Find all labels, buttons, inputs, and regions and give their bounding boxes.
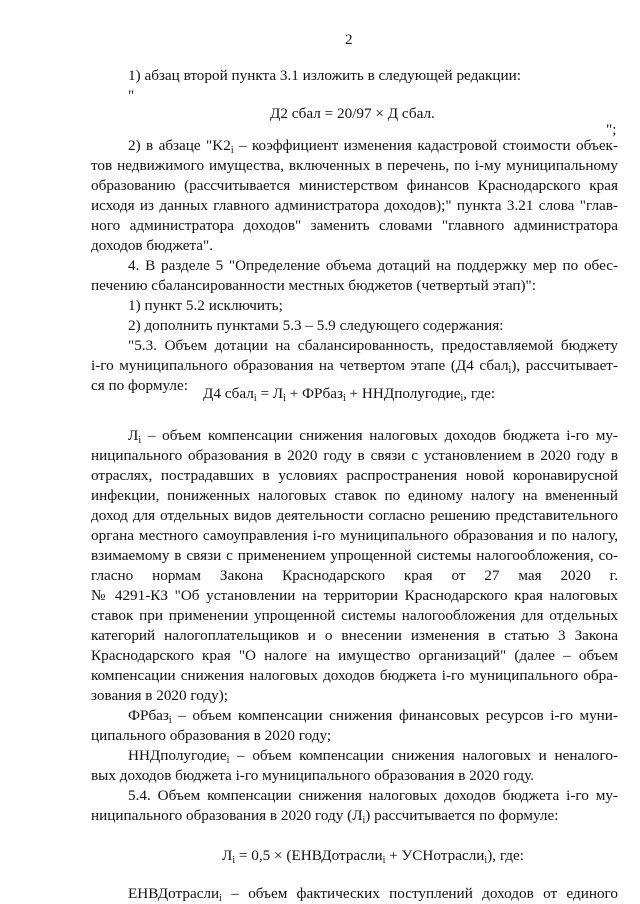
text-line: ся по формуле: — [91, 377, 188, 394]
text-line: ципального образования в 2020 году; — [91, 727, 332, 744]
text-line: "; — [606, 121, 617, 138]
text-line: 5.4. Объем компенсации снижения налоговых доходов бюджета i-го му- — [128, 787, 618, 804]
text-line: 2) в абзаце "$K2_i$ – коэффициент изменения кадастровой стоимости объек- — [128, 137, 618, 156]
text-line: тов недвижимого имущества, включенных в перечень, по i-му муниципальному — [91, 157, 618, 174]
text-line: 4. В разделе 5 "Определение объема дотаций на поддержку мер по обес- — [128, 257, 618, 274]
text-line: доход для отдельных видов деятельности согласно решению представительного — [91, 507, 618, 524]
text-line: "5.3. Объем дотации на сбалансированность, предоставляемой бюджету — [128, 337, 618, 354]
text-line: ниципального образования в 2020 году $(Л_i)$ рассчитывается по формуле: — [91, 807, 559, 826]
text-line: доходов бюджета". — [91, 237, 214, 254]
text-line: 1) абзац второй пункта 3.1 изложить в следующей редакции: — [128, 67, 522, 84]
text-line: взимаемому в связи с применением упрощенной системы налогообложения, со- — [91, 547, 618, 564]
text-line: ФРбаз$_i$ – объем компенсации снижения финансовых ресурсов i-го муни- — [128, 707, 618, 726]
text-line: исходя из данных главного администратора доходов);" пункта 3.21 слова "глав- — [91, 197, 618, 214]
text-line: инфекции, пониженных налоговых ставок по единому налогу на вмененный — [91, 487, 618, 504]
text-line: ниципального образования в 2020 году в связи с установлением в 2020 году в — [91, 447, 618, 464]
text-line: образованию (рассчитывается министерством финансов Краснодарского края — [91, 177, 618, 194]
formula-line: Д2 сбал = 20/97 × Д сбал. — [270, 105, 435, 122]
text-line: печению сбалансированности местных бюджетов (четвертый этап)": — [91, 277, 536, 294]
text-line: 1) пункт 5.2 исключить; — [128, 297, 283, 314]
text-line: ного администратора доходов" заменить словами "главного администратора — [91, 217, 618, 234]
formula-line: Д4 сбал$_i$ = $Л_i$ + ФРбаз$_i$ + ННДполугодие$_i$, где: — [203, 385, 496, 404]
text-line: i-го муниципального образования на четвертом этапе (Д4 сбал$_i$), рассчитывает- — [91, 357, 618, 376]
text-line: Краснодарского края "О налоге на имущество организаций" (далее – объем — [91, 647, 618, 664]
text-line: $Л_i$ – объем компенсации снижения налоговых доходов бюджета i-го му- — [128, 427, 618, 446]
text-line: гласно нормам Закона Краснодарского края от 27 мая 2020 г. — [91, 567, 618, 584]
formula-line: $Л_i = 0,5$ × (ЕНВДотрасли$_i$ + УСНотрасли$_i$), где: — [222, 847, 524, 866]
text-line: ЕНВДотрасли$_i$ – объем фактических поступлений доходов от единого — [128, 885, 618, 904]
page-number: 2 — [345, 31, 353, 48]
text-line: органа местного самоуправления i-го муниципального образования и по налогу, — [91, 527, 618, 544]
text-line: отраслях, пострадавших в условиях распространения новой коронавирусной — [91, 467, 618, 484]
text-line: вых доходов бюджета i-го муниципального образования в 2020 году. — [91, 767, 534, 784]
text-line: № 4291-КЗ "Об установлении на территории Краснодарского края налоговых — [91, 587, 618, 604]
text-line: компенсации снижения налоговых доходов бюджета i-го муниципального обра- — [91, 667, 618, 684]
text-line: категорий налогоплательщиков и о внесении изменения в статью 3 Закона — [91, 627, 618, 644]
text-line: ННДполугодие$_i$ – объем компенсации снижения налоговых и неналого- — [128, 747, 618, 766]
text-line: " — [128, 87, 135, 104]
text-line: зования в 2020 году); — [91, 687, 228, 704]
text-line: 2) дополнить пунктами 5.3 – 5.9 следующего содержания: — [128, 317, 504, 334]
text-line: ставок при применении упрощенной системы налогообложения для отдельных — [91, 607, 618, 624]
